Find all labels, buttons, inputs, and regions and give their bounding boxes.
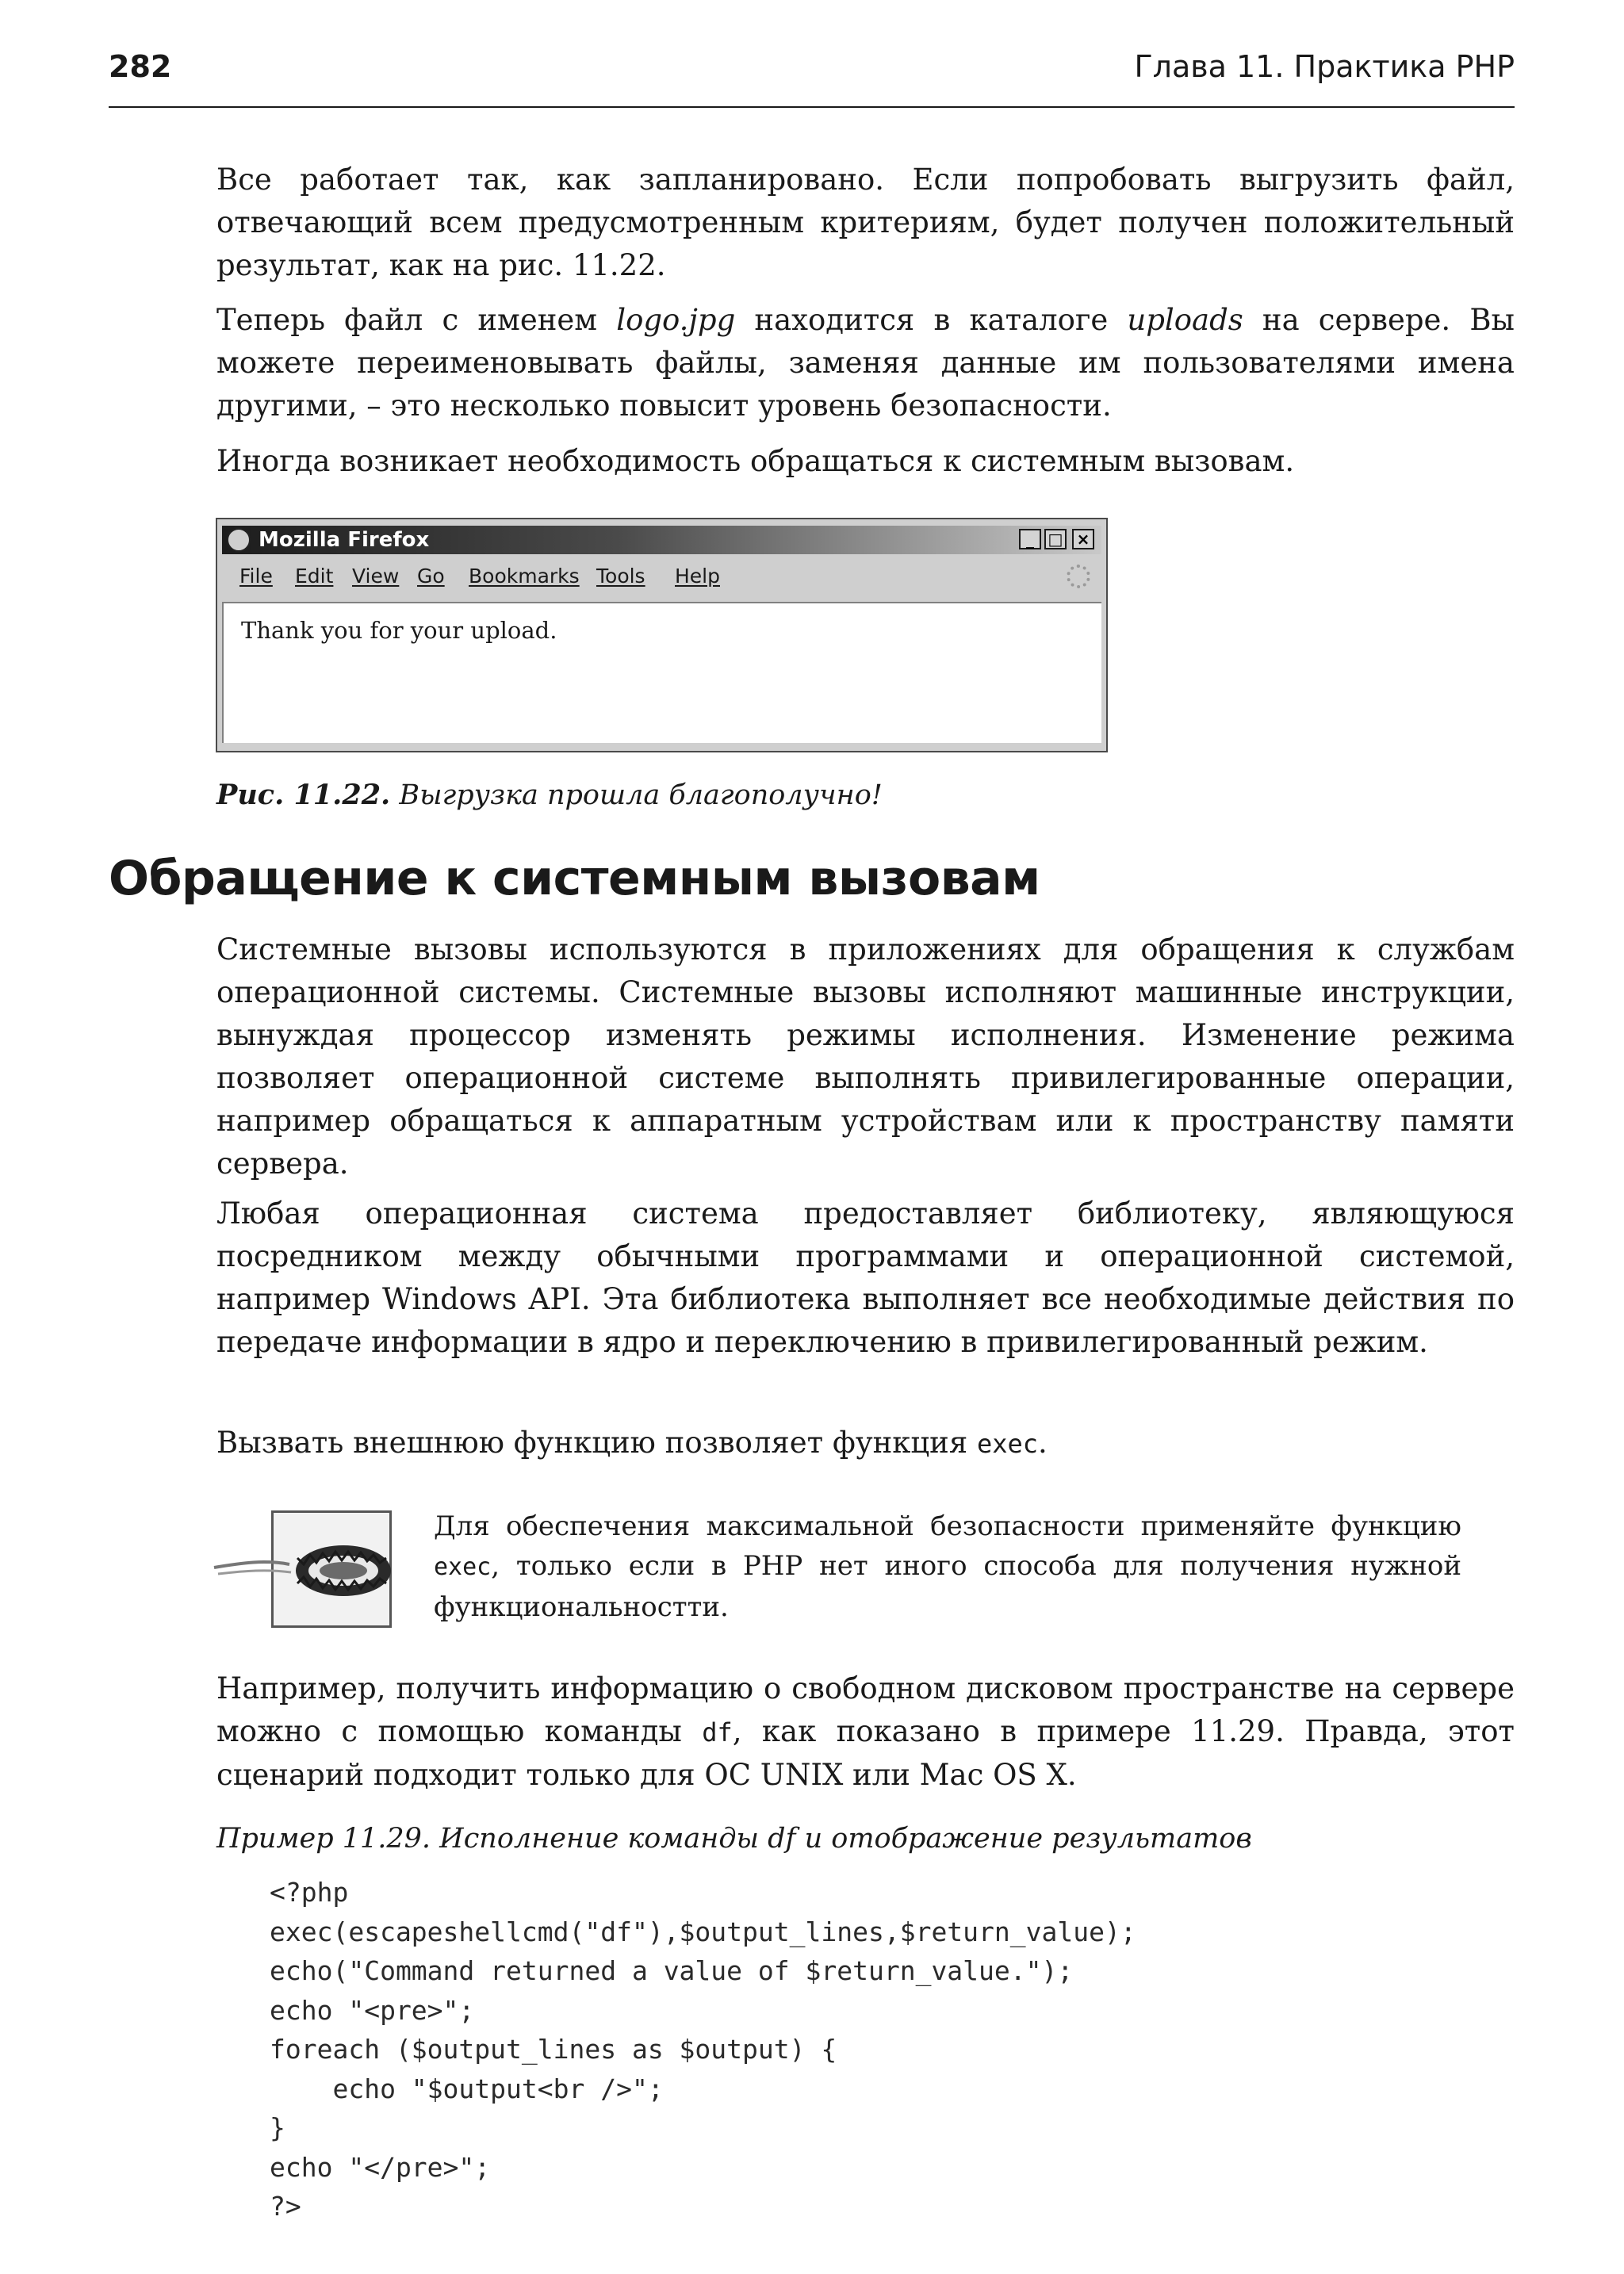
paragraph-text: Теперь файл с именем <box>216 303 617 337</box>
security-note <box>434 1506 1461 1627</box>
page-number: 282 <box>109 49 172 84</box>
upload-confirmation-text: Thank you for your upload. <box>241 617 557 644</box>
note-text: Для обеспечения максимальной безопасности применяйте функцию <box>434 1510 1461 1542</box>
paragraph-system-calls-definition: Системные вызовы используются в приложениях для обращения к службам операционной системы. Системные вызовы исполняют машинные инструкции, вынуждая процессор изменять режимы исполнения. Изменение режима позволяет операционной системе выполнять привилегированные операции, например обращаться к аппаратным устройствам или к пространству памяти сервера. <box>216 932 1515 1181</box>
running-head: Глава 11. Практика PHP <box>1134 49 1515 84</box>
paragraph-text: находится в каталоге <box>735 303 1128 337</box>
inline-code-exec: exec <box>976 1429 1038 1459</box>
code-line: echo "$output<br />"; <box>270 2073 664 2104</box>
menu-bookmarks[interactable]: Bookmarks <box>469 565 580 588</box>
code-line: ?> <box>270 2191 301 2222</box>
header-rule <box>109 106 1515 108</box>
figure-caption <box>216 777 883 814</box>
code-line: echo "<pre>"; <box>270 1994 475 2026</box>
paragraph-text: на сервере. Вы можете переименовывать файлы, заменяя данные им пользователями имена другими, – это несколько повысит уровень безопасности. <box>216 303 1515 423</box>
menu-go[interactable]: Go <box>417 565 445 588</box>
menu-bar <box>222 561 1101 592</box>
window-titlebar <box>222 526 1101 554</box>
code-line: <?php <box>270 1877 349 1908</box>
menu-edit[interactable]: Edit <box>295 565 334 588</box>
trap-icon <box>210 1510 400 1629</box>
directory-emphasis: uploads <box>1127 303 1243 337</box>
paragraph-exec-function <box>216 1422 1515 1465</box>
menu-tools[interactable]: Tools <box>596 565 645 588</box>
code-line: foreach ($output_lines as $output) { <box>270 2034 837 2065</box>
browser-content-area <box>222 602 1101 743</box>
firefox-window-figure <box>216 518 1108 752</box>
note-text: , только если в PHP нет иного способа для получения нужной функциональностти. <box>434 1550 1461 1623</box>
menu-file[interactable]: File <box>239 565 273 588</box>
section-heading: Обращение к системным вызовам <box>109 851 1040 906</box>
inline-code-df: df <box>702 1717 733 1748</box>
paragraph-os-library: Любая операционная система предоставляет библиотеку, являющуюся посредником между обычными программами и операционной системой, например Windows API. Эта библиотека выполняет все необходимые действия по передаче информации в ядро и переключению в привилегированный режим. <box>216 1196 1515 1359</box>
paragraph-df-command <box>216 1667 1515 1797</box>
code-line: exec(escapeshellcmd("df"),$output_lines,$return_value); <box>270 1916 1136 1947</box>
window-title: Mozilla Firefox <box>259 528 430 552</box>
code-line: echo "</pre>"; <box>270 2151 491 2183</box>
paragraph-text: , как показано в примере 11.29. Правда, этот сценарий подходит только для ОС UNIX или Mac OS X. <box>216 1714 1515 1792</box>
menu-view[interactable]: View <box>352 565 400 588</box>
code-listing <box>270 1873 1136 2226</box>
code-line: } <box>270 2112 285 2143</box>
menu-help[interactable]: Help <box>675 565 720 588</box>
inline-code-exec: exec <box>434 1553 492 1581</box>
firefox-logo-icon <box>227 528 251 552</box>
paragraph-system-calls-intro: Иногда возникает необходимость обращаться к системным вызовам. <box>216 444 1295 478</box>
paragraph-text: Например, получить информацию о свободном дисковом пространстве на сервере можно с помощью команды <box>216 1671 1515 1748</box>
maximize-button[interactable]: □ <box>1044 529 1067 549</box>
figure-caption-label: Рис. 11.22. <box>216 779 391 811</box>
paragraph-text: Вызвать внешнюю функцию позволяет функция <box>216 1426 977 1460</box>
code-line: echo("Command returned a value of $return_value."); <box>270 1955 1074 1986</box>
throbber-icon <box>1067 565 1090 588</box>
close-button[interactable]: × <box>1072 529 1094 549</box>
filename-emphasis: logo.jpg <box>616 303 736 337</box>
paragraph-upload-result: Все работает так, как запланировано. Если попробовать выгрузить файл, отвечающий всем предусмотренным критериям, будет получен положительный результат, как на рис. 11.22. <box>216 163 1515 282</box>
minimize-button[interactable]: _ <box>1019 529 1041 549</box>
paragraph-logo-location <box>216 299 1515 427</box>
figure-caption-text: Выгрузка прошла благополучно! <box>390 779 883 811</box>
paragraph-text: . <box>1038 1426 1048 1460</box>
example-title: Пример 11.29. Исполнение команды df и отображение результатов <box>216 1823 1252 1855</box>
